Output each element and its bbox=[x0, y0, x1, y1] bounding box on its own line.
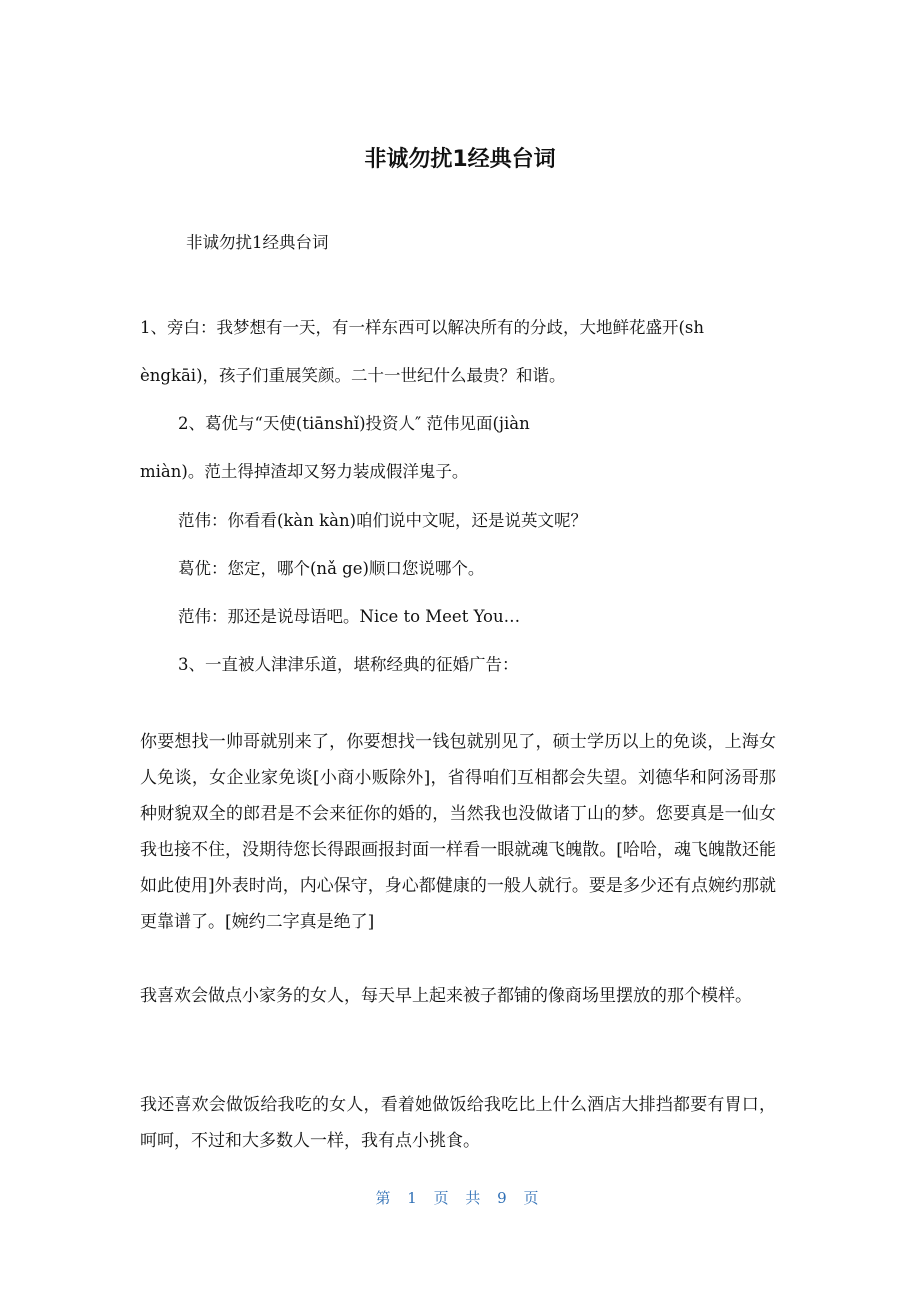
item2-line1: 2、葛优与“天使(tiānshǐ)投资人″ 范伟见面(jiàn bbox=[178, 414, 530, 433]
item1-line2: èngkāi)，孩子们重展笑颜。二十一世纪什么最贵？和谐。 bbox=[140, 366, 566, 385]
paragraph-cooking: 我还喜欢会做饭给我吃的女人，看着她做饭给我吃比上什么酒店大排挡都要有胃口，呵呵，不过和大多数人一样，我有点小挑食。 bbox=[140, 1095, 776, 1151]
page-number: 第 1 页 共 9 页 bbox=[375, 1189, 545, 1207]
paragraph-housework: 我喜欢会做点小家务的女人，每天早上起来被子都铺的像商场里摆放的那个模样。 bbox=[140, 986, 752, 1006]
dialog-line-1: 范伟：你看看(kàn kàn)咱们说中文呢，还是说英文呢？ bbox=[178, 511, 588, 530]
document-title: 非诚勿扰1经典台词 bbox=[364, 147, 556, 172]
paragraph-ad: 你要想找一帅哥就别来了，你要想找一钱包就别见了，硕士学历以上的免谈，上海女人免谈，女企业家免谈[小商小贩除外]，省得咱们互相都会失望。刘德华和阿汤哥那种财貌双全的郎君是不会来征你的婚的，当然我也没做诸丁山的梦。您要真是一仙女我也接不住，没期待您长得跟画报封面一样看一眼就魂飞魄散。[哈哈，魂飞魄散还能如此使用]外表时尚，内心保守，身心都健康的一般人就行。要是多少还有点婉约那就更靠谱了。[婉约二字真是绝了] bbox=[140, 732, 776, 932]
item3-heading: 3、一直被人津津乐道，堪称经典的征婚广告： bbox=[178, 655, 519, 674]
item2-line2: miàn)。范土得掉渣却又努力装成假洋鬼子。 bbox=[140, 462, 469, 481]
document-subtitle: 非诚勿扰1经典台词 bbox=[186, 233, 329, 252]
item1-line1: 1、旁白：我梦想有一天，有一样东西可以解决所有的分歧，大地鲜花盛开(sh bbox=[140, 318, 705, 337]
dialog-line-2: 葛优：您定，哪个(nǎ ge)顺口您说哪个。 bbox=[178, 559, 485, 578]
dialog-line-3: 范伟：那还是说母语吧。Nice to Meet You… bbox=[178, 607, 521, 626]
